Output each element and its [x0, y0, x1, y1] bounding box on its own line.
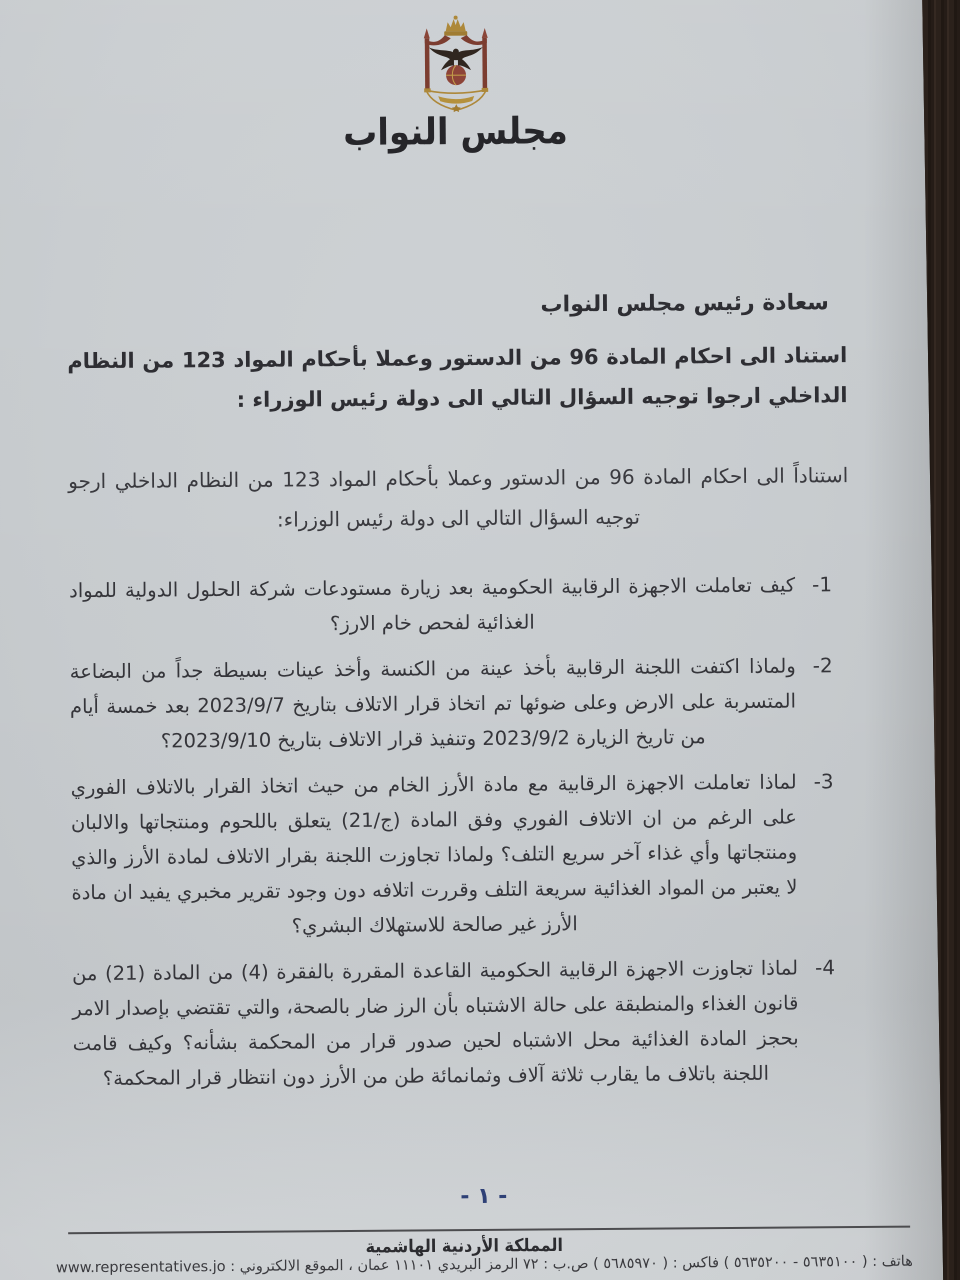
question-text: ولماذا اكتفت اللجنة الرقابية بأخذ عينة من الكنسة وأخذ عينات بسيطة جداً من البضاعة المتسربة على الارض وعلى ضوئها تم اتخاذ قرار الاتلاف بتاريخ 2023/9/7 بعد خمسة أيام من تاريخ الزيارة 2023/9/2 وتنفيذ قرار الاتلاف بتاريخ 2023/9/10؟	[69, 654, 797, 753]
question-number: -3	[813, 769, 834, 794]
question-item	[69, 567, 850, 643]
kingdom-name-calligraphy: المملكة الأردنية الهاشمية	[365, 1234, 564, 1257]
question-number: -2	[812, 653, 833, 678]
salutation-line: سعادة رئيس مجلس النواب	[540, 290, 829, 318]
question-text: لماذا تجاوزت الاجهزة الرقابية الحكومية القاعدة المقررة بالفقرة (4) من المادة (21) من قانون الغذاء والمنطبقة على حالة الاشتباه بأن الرز ضار بالصحة، والتي تقتضي بإصدار الامر بحجز المادة الغذائية محل الاشتباه لحين صدور قرار من المحكمة بشأنه؟ وكيف قامت اللجنة باتلاف ما يقارب ثلاثة آلاف وثمانمائة طن من الأرز دون انتظار قرار المحكمة؟	[72, 956, 799, 1090]
intro-paragraph: استناداً الى احكام المادة 96 من الدستور وعملا بأحكام المواد 123 من النظام الداخلي ارجو توجيه السؤال التالي الى دولة رئيس الوزراء:	[68, 463, 849, 532]
question-text: لماذا تعاملت الاجهزة الرقابية مع مادة الأرز الخام من حيث اتخاذ القرار بالاتلاف الفوري على الرغم من ان الاتلاف الفوري وفق المادة (ج/21) يتعلق باللحوم ومنتجاتها والالبان ومنتجاتها وأي غذاء آخر سريع التلف؟ ولماذا تجاوزت اللجنة بقرار الاتلاف لمادة الأرز والذي لا يعتبر من المواد الغذائية سريعة التلف وقررت اتلافه دون وجود تقرير مخبري يفيد ان مادة الأرز غير صالحة للاستهلاك البشري؟	[70, 770, 798, 938]
footer-contact-line: هاتف : ( ٥٦٣٥١٠٠ - ٥٦٣٥٢٠٠ ) فاكس : ( ٥٦٨٥٩٧٠ ) ص.ب : ٧٢ الرمز البريدي ١١١٠١ عمان ، الموقع الالكتروني : www.representatives.jo	[55, 1253, 913, 1277]
question-item	[70, 648, 851, 759]
questions-list	[69, 567, 853, 1107]
question-item	[72, 950, 853, 1096]
parliament-name-calligraphy: مجلس النواب	[342, 109, 569, 155]
jordan-coat-of-arms	[413, 14, 500, 113]
intro-paragraph-bold: استناد الى احكام المادة 96 من الدستور وعملا بأحكام المواد 123 من النظام الداخلي ارجوا توجيه السؤال التالي الى دولة رئيس الوزراء :	[67, 343, 848, 412]
page-number: - ١ -	[460, 1183, 508, 1210]
question-item	[71, 764, 852, 945]
question-number: -4	[815, 955, 836, 980]
question-text: كيف تعاملت الاجهزة الرقابية الحكومية بعد زيارة مستودعات شركة الحلول الدولية للمواد الغذائية لفحص خام الارز؟	[69, 573, 796, 636]
question-number: -1	[811, 572, 833, 597]
